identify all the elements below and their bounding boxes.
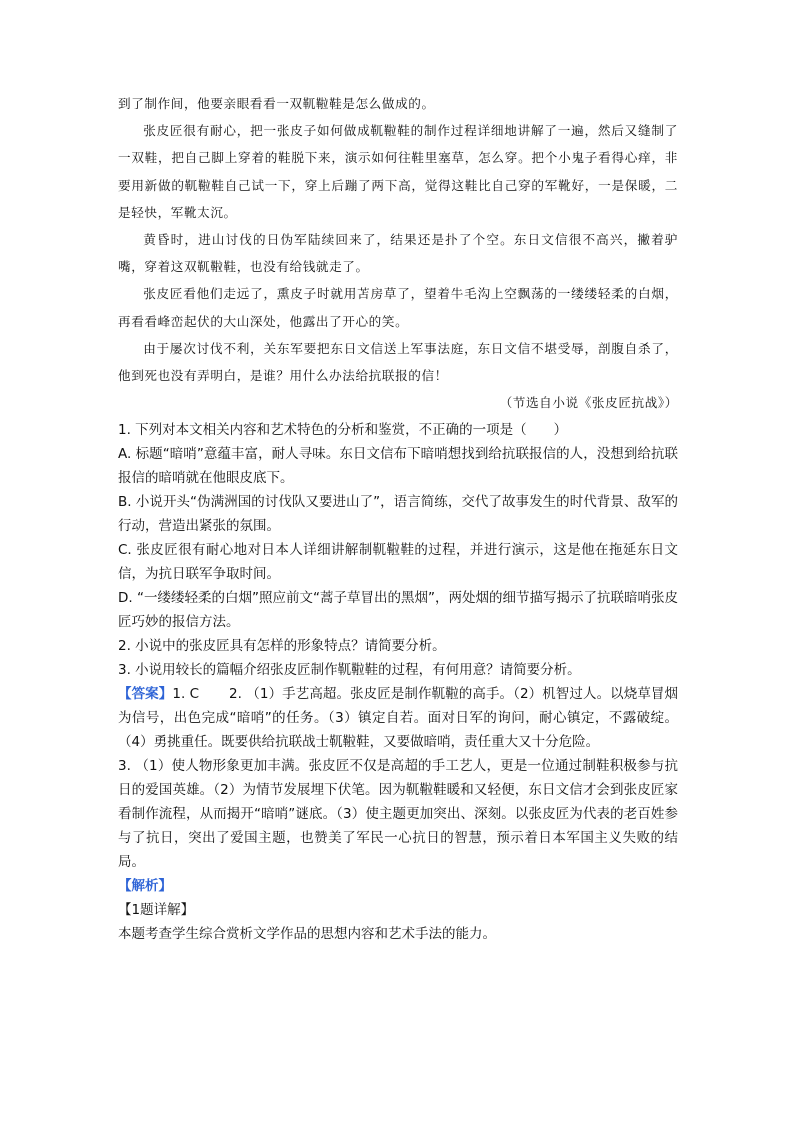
question-2: 2. 小说中的张皮匠具有怎样的形象特点？请简要分析。 xyxy=(118,638,446,655)
story-source: （节选自小说《张皮匠抗战》） xyxy=(499,395,678,411)
document-page xyxy=(118,90,678,946)
story-excerpt xyxy=(118,90,678,416)
question-1: 1. 下列对本文相关内容和艺术特色的分析和鉴赏，不正确的一项是（ ） xyxy=(118,422,568,439)
story-paragraph: 张皮匠看他们走远了，熏皮子时就用苫房草了，望着牛毛沟上空飘荡的一缕缕轻柔的白烟，再看看峰峦起伏的大山深处，他露出了开心的笑。 xyxy=(118,286,678,329)
answer-label: 【答案】 xyxy=(118,686,173,703)
story-paragraph: 张皮匠很有耐心，把一张皮子如何做成靰鞡鞋的制作过程详细地讲解了一遍，然后又缝制了一双鞋，把自己脚上穿着的鞋脱下来，演示如何往鞋里塞草，怎么穿。把个小鬼子看得心痒，非要用新做的靰鞡鞋自己试一下，穿上后蹦了两下高，觉得这鞋比自己穿的军靴好，一是保暖，二是轻快，军靴太沉。 xyxy=(118,123,678,220)
answer-1-line xyxy=(118,682,678,754)
answer-3: 3. （1）使人物形象更加丰满。张皮匠不仅是高超的手工艺人，更是一位通过制鞋积极参与抗日的爱国英雄。（2）为情节发展埋下伏笔。因为靰鞡鞋暖和又轻便，东日文信才会到张皮匠家看制作流程，从而揭开“暗哨”谜底。（3）使主题更加突出、深刻。以张皮匠为代表的老百姓参与了抗日，突出了爱国主题，也赞美了军民一心抗日的智慧，预示着日本军国主义失败的结局。 xyxy=(118,758,678,871)
option-d: D. “一缕缕轻柔的白烟”照应前文“蒿子草冒出的黑烟”，两处烟的细节描写揭示了抗联暗哨张皮匠巧妙的报信方法。 xyxy=(118,590,678,631)
option-c: C. 张皮匠很有耐心地对日本人详细讲解制靰鞡鞋的过程，并进行演示，这是他在拖延东日文信，为抗日联军争取时间。 xyxy=(118,542,678,583)
option-b: B. 小说开头“伪满洲国的讨伐队又要进山了”，语言简练，交代了故事发生的时代背景、敌军的行动，营造出紧张的氛围。 xyxy=(118,494,678,535)
story-paragraph: 黄昏时，进山讨伐的日伪军陆续回来了，结果还是扑了个空。东日文信很不高兴，撇着驴嘴，穿着这双靰鞡鞋，也没有给钱就走了。 xyxy=(118,232,678,275)
story-paragraph: 到了制作间，他要亲眼看看一双靰鞡鞋是怎么做成的。 xyxy=(118,96,435,111)
analysis-heading xyxy=(118,874,678,898)
answer-2: 2. （1）手艺高超。张皮匠是制作靰鞡的高手。（2）机智过人。以烧草冒烟为信号，出色完成“暗哨”的任务。（3）镇定自若。面对日军的询问，耐心镇定，不露破绽。（4）勇挑重任。既要供给抗联战士靰鞡鞋，又要做暗哨，责任重大又十分危险。 xyxy=(118,686,678,751)
question-section xyxy=(118,418,678,946)
option-a: A. 标题“暗哨”意蕴丰富，耐人寻味。东日文信布下暗哨想找到给抗联报信的人，没想到给抗联报信的暗哨就在他眼皮底下。 xyxy=(118,446,678,487)
detail-heading: 【1题详解】 xyxy=(118,902,195,919)
answer-1: 1. C xyxy=(172,686,200,703)
detail-text: 本题考查学生综合赏析文学作品的思想内容和艺术手法的能力。 xyxy=(118,926,496,943)
story-paragraph: 由于屡次讨伐不利，关东军要把东日文信送上军事法庭，东日文信不堪受辱，剖腹自杀了，他到死也没有弄明白，是谁？用什么办法给抗联报的信！ xyxy=(118,340,678,384)
analysis-label: 【解析】 xyxy=(118,878,172,895)
question-3: 3. 小说用较长的篇幅介绍张皮匠制作靰鞡鞋的过程，有何用意？请简要分析。 xyxy=(118,662,581,679)
